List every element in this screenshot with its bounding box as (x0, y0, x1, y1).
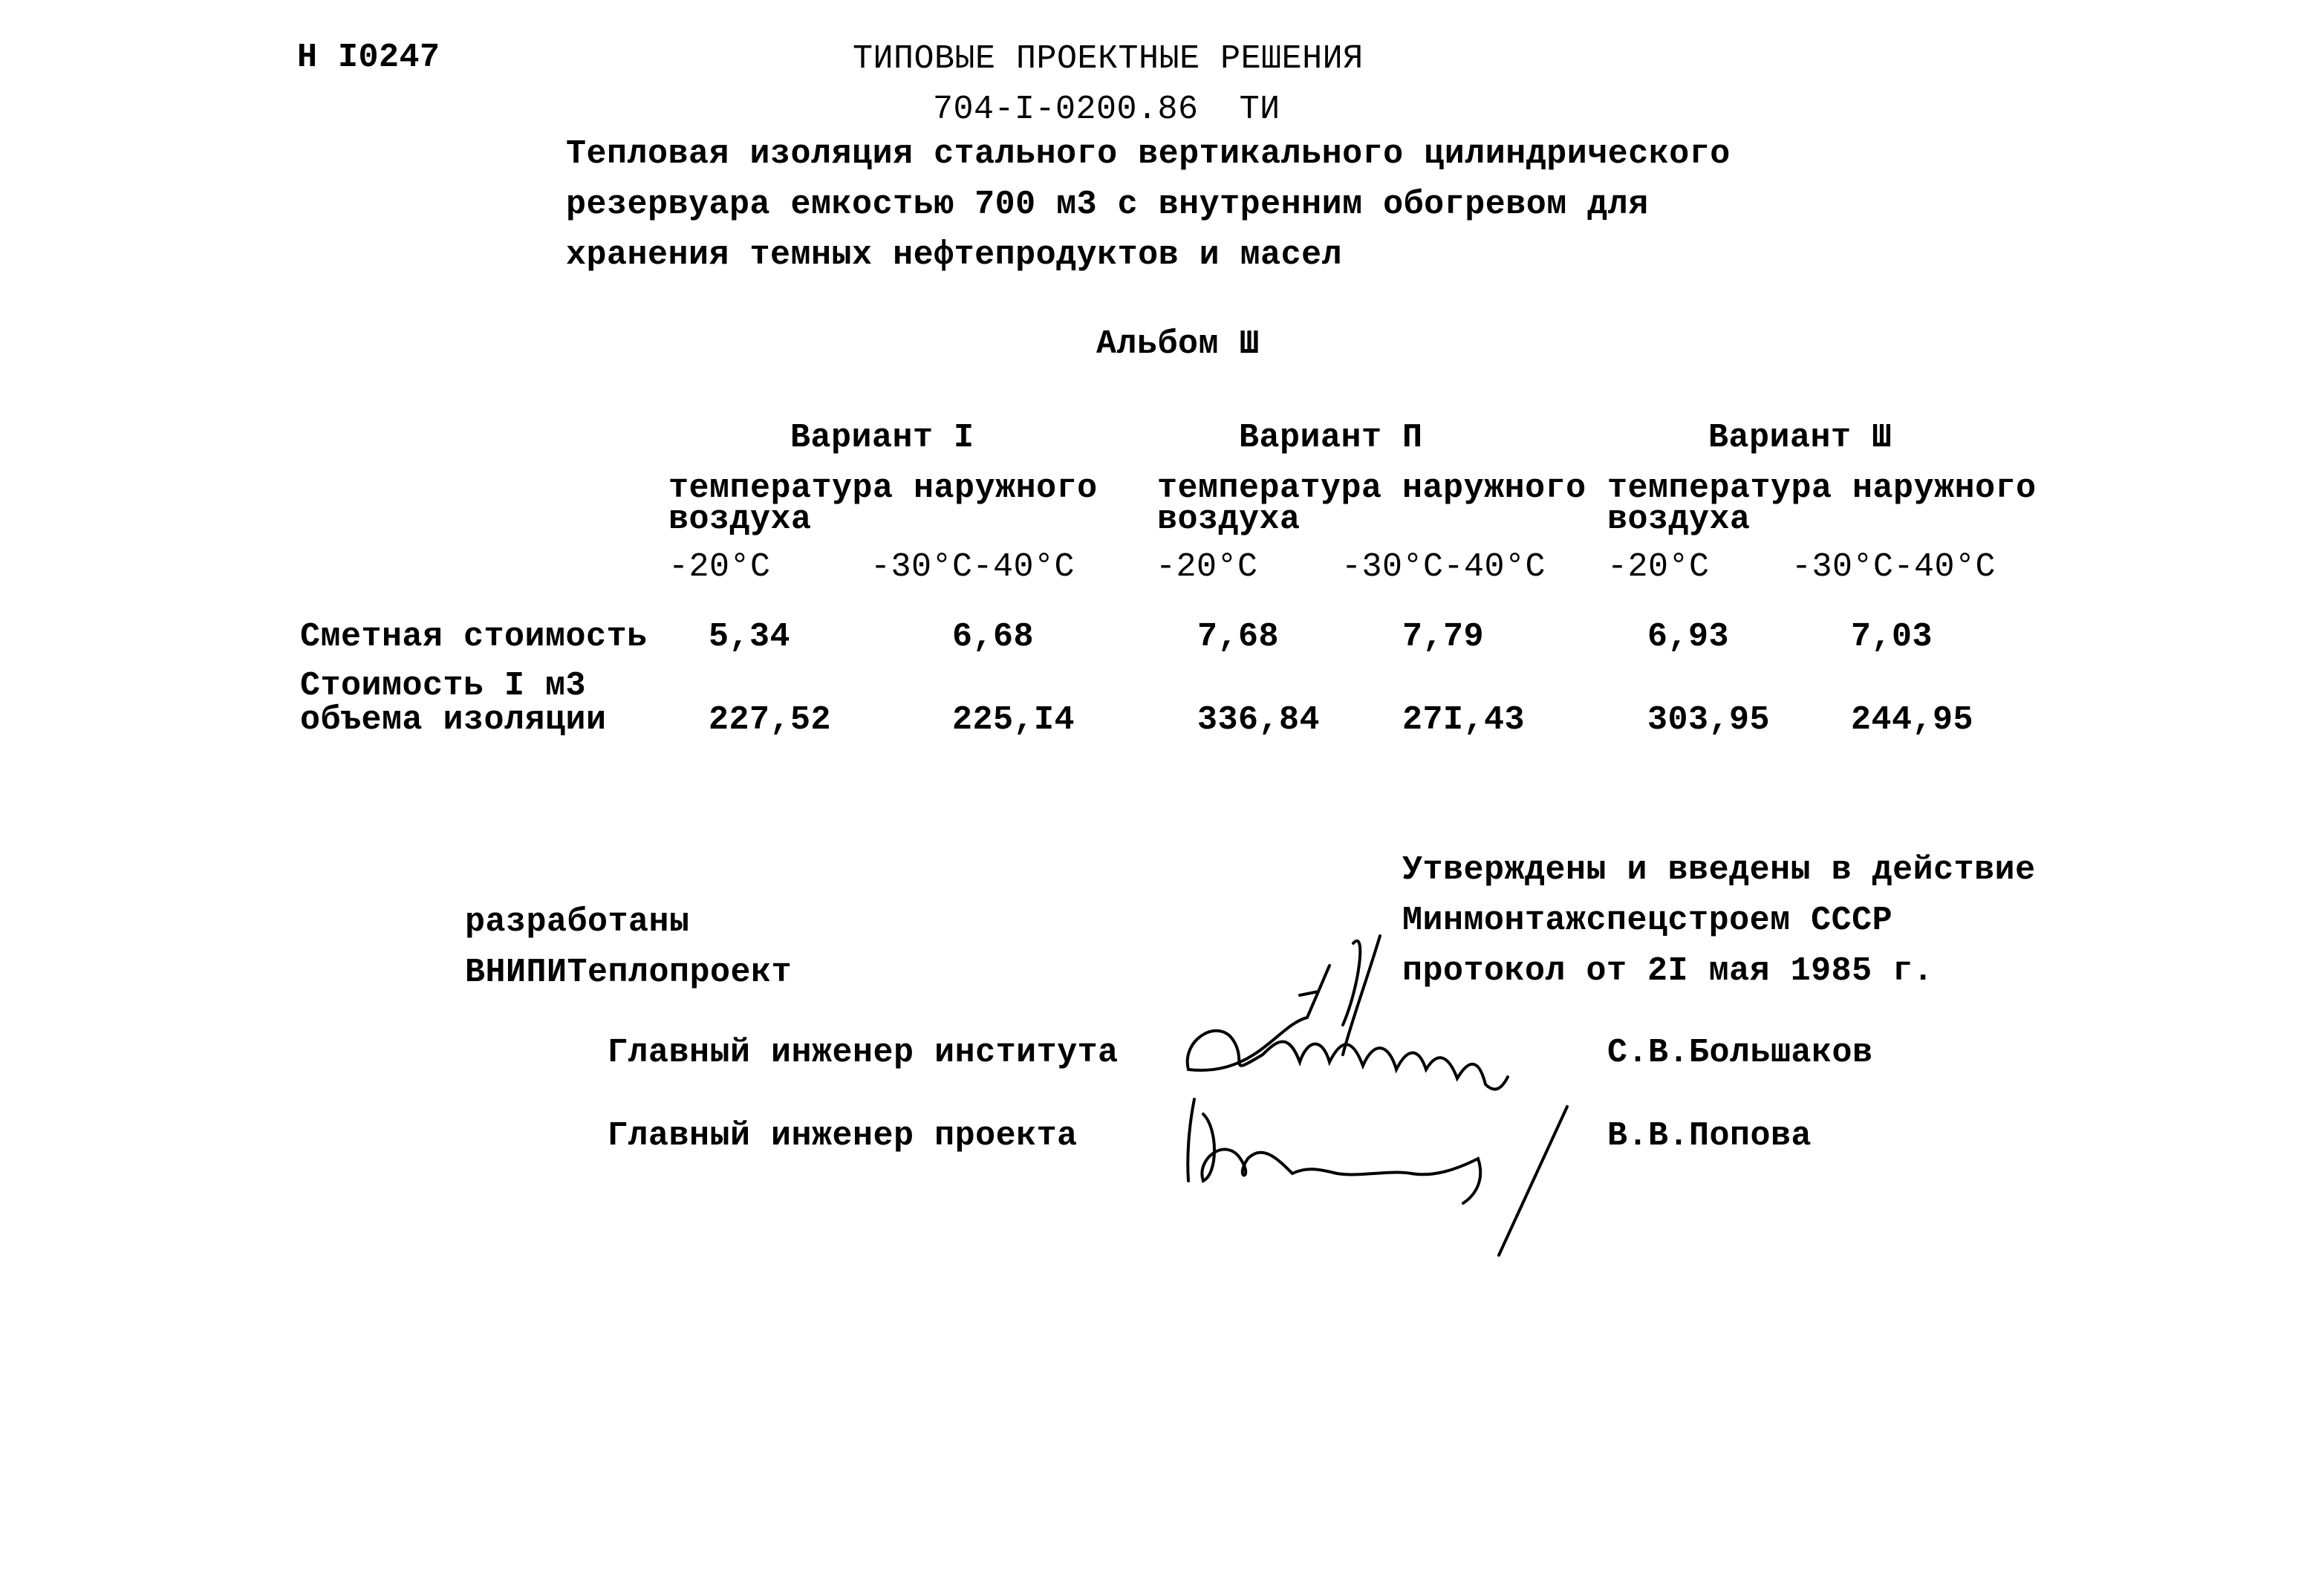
table-cell: 225,I4 (952, 701, 1075, 739)
developer-line: ВНИПИТеплопроект (465, 954, 792, 992)
table-cell: 7,03 (1851, 618, 1933, 656)
row-label: объема изоляции (300, 701, 607, 739)
description-line: хранения темных нефтепродуктов и масел (566, 236, 1343, 274)
approval-line: протокол от 2I мая 1985 г. (1402, 952, 1934, 990)
row-label: Стоимость I м3 (300, 667, 587, 705)
table-cell: 227,52 (709, 701, 832, 739)
description-line: резервуара емкостью 700 м3 с внутренним обогревом для (566, 186, 1649, 224)
table-cell: 7,79 (1402, 618, 1485, 656)
table-cell: 27I,43 (1402, 701, 1526, 739)
approval-line: Минмонтажспецстроем СССР (1402, 902, 1893, 940)
temperature-header: -20°C (1156, 548, 1258, 586)
approval-line: Утверждены и введены в действие (1402, 851, 2036, 889)
variant-subtitle: воздуха (1607, 501, 1751, 538)
variant-subtitle: температура наружного (1607, 469, 2037, 507)
row-label: Сметная стоимость (300, 618, 648, 656)
variant-subtitle: воздуха (1157, 501, 1301, 538)
table-cell: 303,95 (1647, 701, 1771, 739)
table-cell: 7,68 (1197, 618, 1280, 656)
album-title: Альбом Ш (1096, 325, 1260, 363)
variant-title: Вариант П (1239, 419, 1423, 457)
variant-title: Вариант Ш (1708, 419, 1892, 457)
table-cell: 244,95 (1851, 701, 1974, 739)
signature-slash (1499, 1107, 1567, 1255)
table-cell: 6,68 (952, 618, 1035, 656)
temperature-header: -30°C-40°C (870, 548, 1075, 586)
developer-line: разработаны (465, 903, 690, 941)
signatory-name: В.В.Попова (1607, 1117, 1812, 1155)
temperature-header: -30°C-40°C (1791, 548, 1996, 586)
table-cell: 336,84 (1197, 701, 1321, 739)
variant-subtitle: температура наружного (668, 469, 1098, 507)
variant-title: Вариант I (790, 419, 974, 457)
signatory-role: Главный инженер проекта (608, 1117, 1078, 1155)
temperature-header: -20°C (668, 548, 771, 586)
signatory-role: Главный инженер института (608, 1034, 1119, 1072)
description-line: Тепловая изоляция стального вертикального цилиндрического (566, 135, 1731, 173)
table-cell: 5,34 (709, 618, 791, 656)
table-cell: 6,93 (1647, 618, 1730, 656)
signature-popova (1188, 1099, 1480, 1203)
document-number: Н I0247 (297, 39, 440, 76)
variant-subtitle: температура наружного (1157, 469, 1586, 507)
signatory-name: С.В.Большаков (1607, 1034, 1873, 1072)
variant-subtitle: воздуха (668, 501, 812, 538)
temperature-header: -30°C-40°C (1341, 548, 1546, 586)
series-title: ТИПОВЫЕ ПРОЕКТНЫЕ РЕШЕНИЯ (853, 40, 1364, 78)
temperature-header: -20°C (1607, 548, 1710, 586)
project-code: 704-I-0200.86 ТИ (933, 91, 1280, 128)
